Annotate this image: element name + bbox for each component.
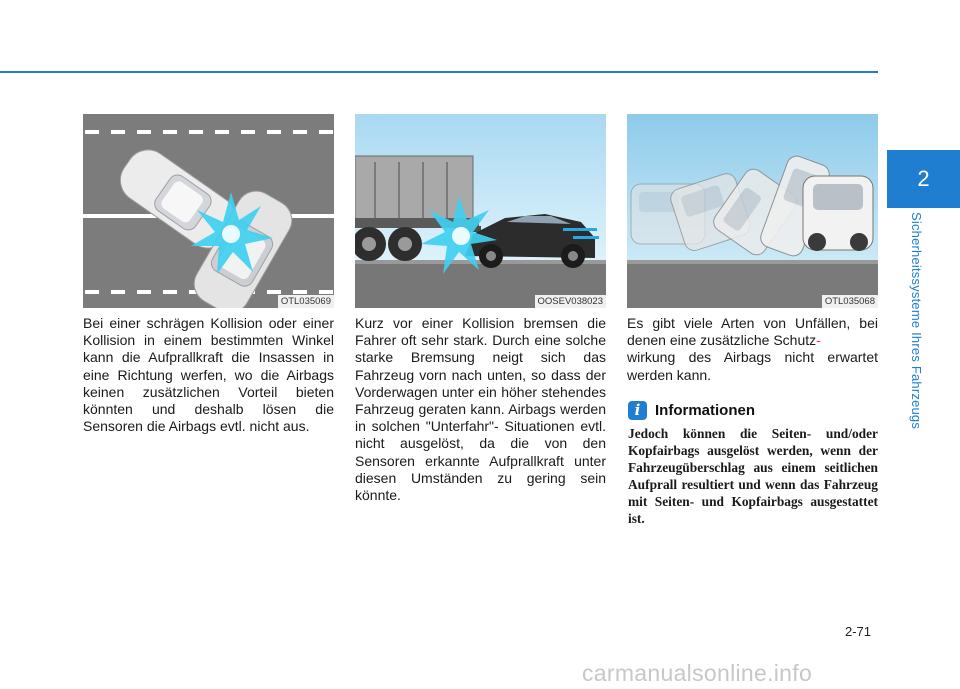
info-heading	[628, 400, 755, 420]
chapter-title: Sicherheitssysteme Ihres Fahrzeugs	[909, 212, 924, 430]
oblique-collision-illustration	[83, 114, 334, 308]
figure-rollover	[627, 114, 878, 308]
page-number: 2-71	[845, 624, 872, 639]
info-title: Informationen	[655, 401, 755, 419]
hyphenation-mark: -	[816, 332, 821, 349]
figure-underride-collision	[355, 114, 606, 308]
middle-column-text: Kurz vor einer Kollision bremsen die Fahrer oft sehr stark. Durch eine solche starke Bremsung neigt sich das Fahrzeug vorn nach unten, so dass der Vorderwagen unter ein höher stehendes Fahrzeug geraten kann. Airbags werden in solchen "Unterfahr"- Situationen evtl. nicht ausgelöst, da die von den Sensoren erkannte Aufprallkraft unter diesen Umständen zu gering sein könnte.	[355, 315, 606, 504]
chapter-number-tab[interactable]	[887, 150, 960, 208]
info-icon: i	[628, 401, 647, 420]
header-rule	[0, 71, 878, 73]
chapter-number: 2	[917, 166, 930, 191]
right-column-text	[627, 315, 878, 384]
watermark: carmanualsonline.info	[582, 660, 813, 686]
figure-code: OTL035069	[278, 295, 334, 308]
underride-collision-illustration	[355, 114, 606, 308]
right-column-text-part1: Es gibt viele Arten von Unfällen, bei denen eine zusätzliche Schutz	[627, 315, 878, 349]
figure-oblique-collision	[83, 114, 334, 308]
figure-code: OTL035068	[822, 295, 878, 308]
right-column-text-part2: wirkung des Airbags nicht erwartet werden kann.	[627, 349, 878, 383]
info-text: Jedoch können die Seiten- und/oder Kopfairbags ausgelöst werden, wenn der Fahrzeugüberschlag aus einem seitlichen Aufprall resultiert und wenn das Fahrzeug mit Seiten- und Kopfairbags ausgestattet ist.	[628, 426, 878, 526]
figure-code: OOSEV038023	[535, 295, 607, 308]
rollover-illustration	[627, 114, 878, 308]
left-column-text: Bei einer schrägen Kollision oder einer Kollision in einem bestimmten Winkel kann die Aufprallkraft die Insassen in eine Richtung werfen, wo die Airbags keinen zusätzlichen Vorteil bieten könnten und deshalb lösen die Sensoren die Airbags evtl. nicht aus.	[83, 315, 334, 435]
